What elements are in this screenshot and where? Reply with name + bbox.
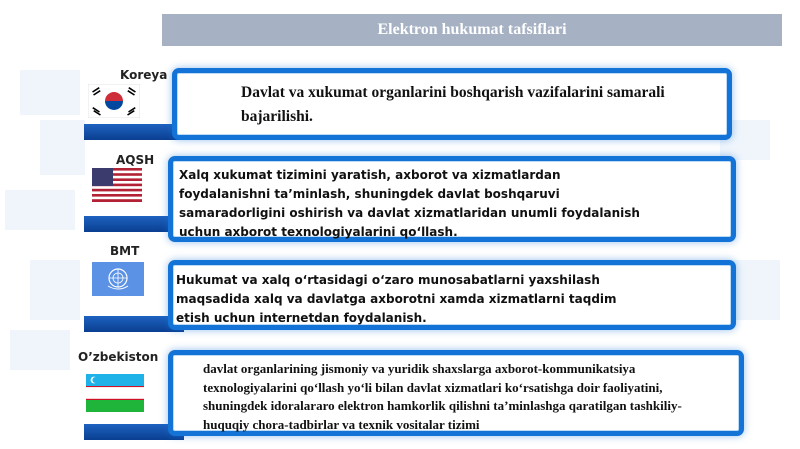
- card-text-uzbekistan: davlat organlarining jismoniy va yuridik shaxslarga axborot-kommunikatsiya texnologiyalarini qo‘llash yo‘li bilan davlat xizmatlari ko‘rsatishga doir faoliyatini, shuningdek idoralararo elektron hamkorlik qilishni ta’minlashga qaratilgan tashkiliy-huquqiy chora-tadbirlar va texnik vositalar tizimi: [203, 361, 682, 432]
- country-label-usa: AQSH: [116, 153, 155, 167]
- country-label-uzbekistan: O’zbekiston: [78, 350, 159, 364]
- card-usa: [168, 156, 736, 242]
- page-title-bar: [162, 14, 782, 46]
- card-un: [168, 260, 736, 330]
- page-title: Elektron hukumat tafsiflari: [377, 21, 567, 38]
- card-korea: [172, 68, 732, 140]
- un-flag-icon: [92, 262, 144, 296]
- card-uzbekistan: [168, 350, 744, 436]
- card-text-usa: Xalq xukumat tizimini yaratish, axborot va xizmatlardan foydalanishni ta’minlash, shuningdek davlat boshqaruvi samaradorligini oshirish va davlat xizmatlaridan unumli foydalanish uchun axborot texnologiyalarini qo‘llash.: [179, 168, 640, 239]
- card-text-un: Hukumat va xalq o‘rtasidagi o‘zaro munosabatlarni yaxshilash maqsadida xalq va davlatga axborotni xamda xizmatlarni taqdim etish uchun internetdan foydalanish.: [176, 273, 617, 325]
- ribbon-korea: [84, 124, 184, 140]
- card-text-korea: Davlat va xukumat organlarini boshqarish vazifalarini samarali bajarilishi.: [241, 84, 665, 125]
- country-label-korea: Koreya: [120, 68, 168, 82]
- country-label-un: BMT: [110, 244, 140, 258]
- south-korea-flag-icon: [88, 84, 140, 118]
- usa-flag-icon: [92, 168, 142, 202]
- uzbekistan-flag-icon: [86, 374, 144, 412]
